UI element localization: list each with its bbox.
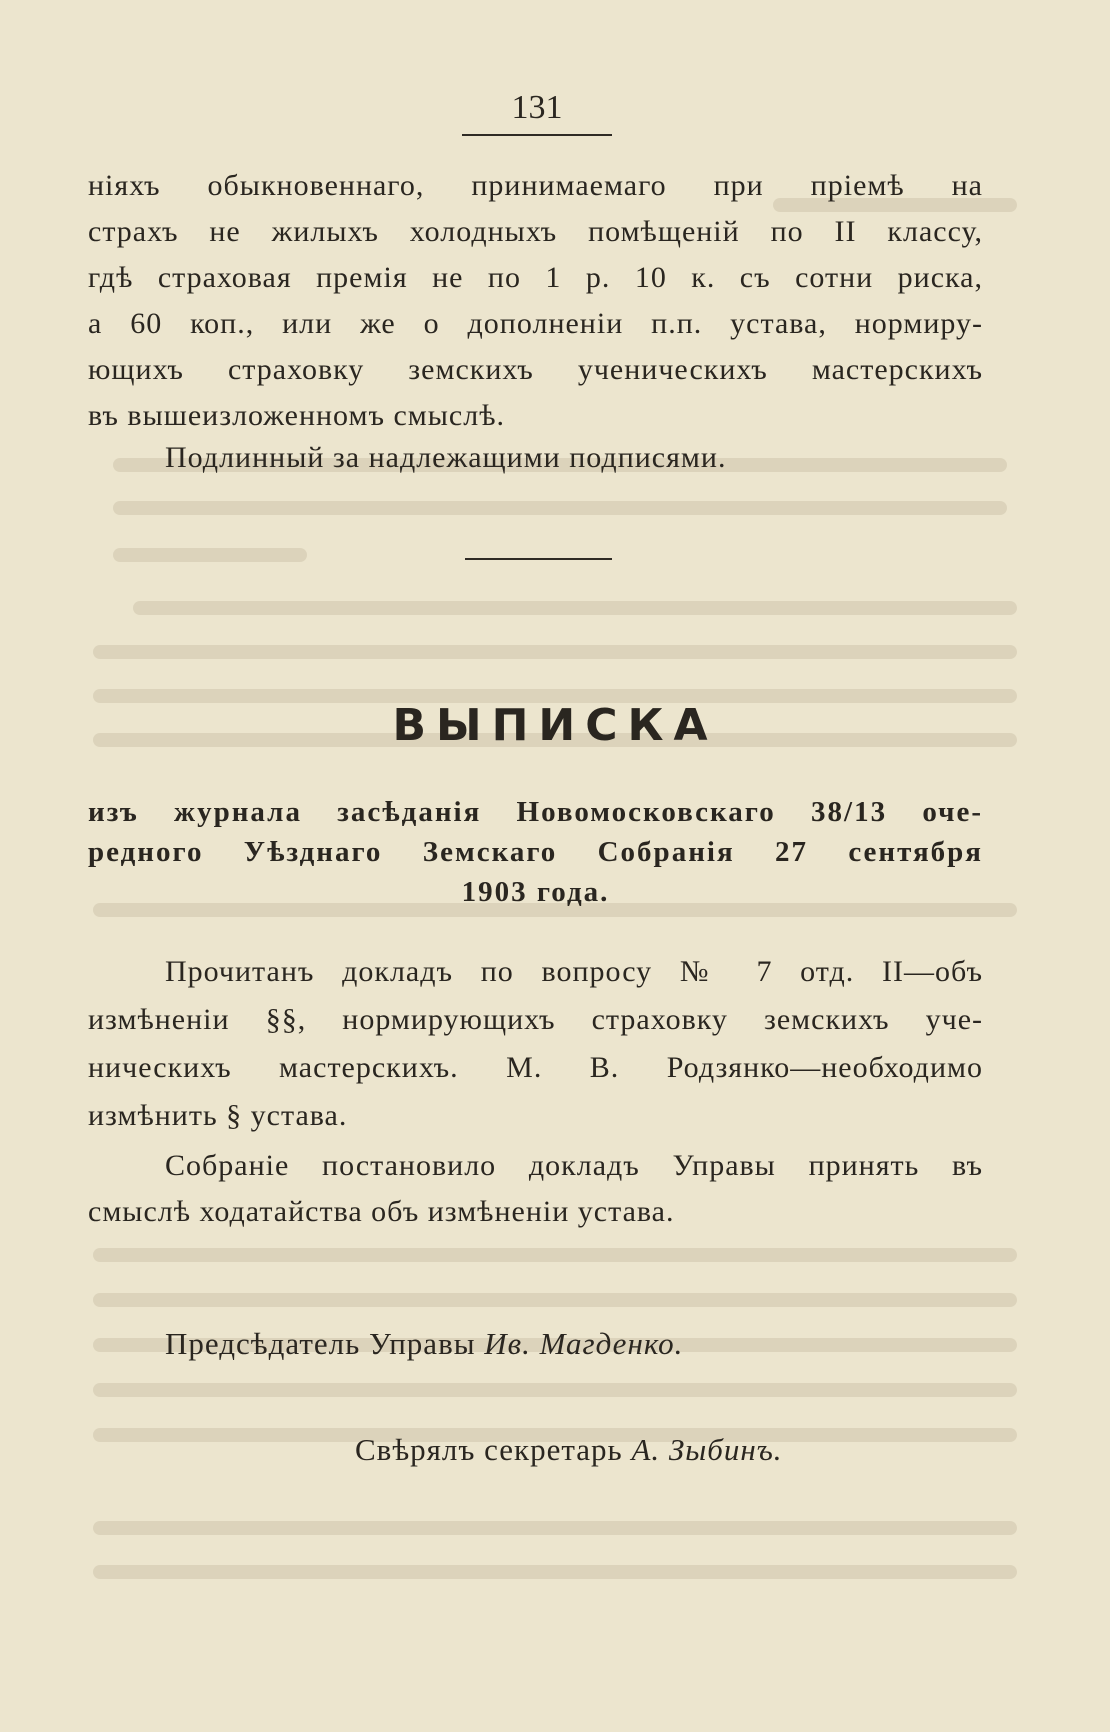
chairman-signature — [165, 1324, 683, 1364]
paragraph-line: Собраніе постановило докладъ Управы принять въ — [165, 1149, 983, 1182]
secretary-label: Свѣрялъ секретарь — [355, 1432, 623, 1467]
paragraph-line: Прочитанъ докладъ по вопросу № 7 отд. II—объ — [165, 955, 983, 988]
extract-subtitle-line: 1903 года. — [461, 876, 610, 908]
extract-subtitle-line: редного Уѣзднаго Земскаго Собранія 27 сентября — [88, 836, 983, 868]
secretary-name: А. Зыбинъ. — [631, 1432, 783, 1467]
text-line: а 60 коп., или же о дополненіи п.п. устава, нормиру- — [88, 307, 983, 340]
secretary-signature — [355, 1430, 783, 1470]
paragraph-line: смыслѣ ходатайства объ измѣненіи устава. — [88, 1195, 675, 1228]
text-line: ющихъ страховку земскихъ ученическихъ мастерскихъ — [88, 353, 983, 386]
signed-note: Подлинный за надлежащими подписями. — [165, 441, 727, 474]
text-line: страхъ не жилыхъ холодныхъ помѣщеній по II классу, — [88, 215, 983, 248]
text-line: гдѣ страховая премія не по 1 р. 10 к. съ сотни риска, — [88, 261, 983, 294]
paragraph-line: измѣненіи §§, нормирующихъ страховку земскихъ уче- — [88, 1003, 983, 1036]
text-line: ніяхъ обыкновеннаго, принимаемаго при пріемѣ на — [88, 169, 983, 202]
extract-subtitle-line: изъ журнала засѣданія Новомосковскаго 38/13 оче- — [88, 796, 983, 828]
chairman-name: Ив. Магденко. — [484, 1326, 684, 1361]
paragraph-line: ническихъ мастерскихъ. М. В. Родзянко—необходимо — [88, 1051, 983, 1084]
chairman-label: Предсѣдатель Управы — [165, 1326, 476, 1361]
text-line: въ вышеизложенномъ смыслѣ. — [88, 399, 506, 432]
page-number: 131 — [511, 89, 563, 126]
header-rule — [462, 134, 612, 136]
paragraph-line: измѣнить § устава. — [88, 1099, 348, 1132]
section-divider — [465, 558, 612, 560]
extract-title: ВЫПИСКА — [392, 700, 718, 751]
